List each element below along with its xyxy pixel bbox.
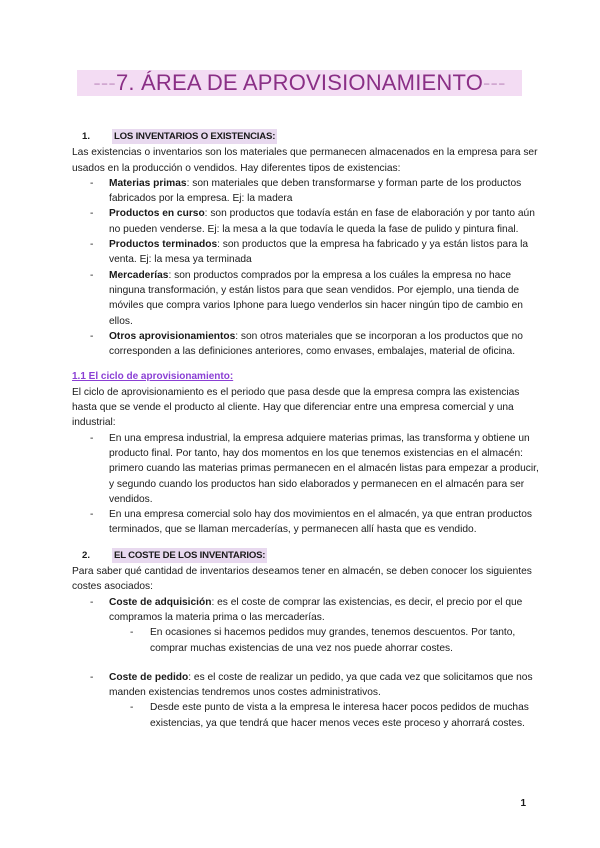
list-item: - Coste de pedido: es el coste de realizar un pedido, ya que cada vez que solicitamos que nos manden existencias tendremos unos costes administrativos. [72,670,542,701]
title-dash-left: --- [93,70,116,95]
sub-list-item: - Desde este punto de vista a la empresa le interesa hacer pocos pedidos de muchas existencias, ya que tendrá que hacer menos veces este proceso y ahorrará costes. [72,700,542,731]
title-text: 7. ÁREA DE APROVISIONAMIENTO [115,70,484,95]
title-dash-right: --- [483,70,506,95]
page-title [77,68,522,98]
list-item: - En una empresa industrial, la empresa adquiere materias primas, las transforma y obtiene un producto final. Por tanto, hay dos momentos en los que tenemos existencias en el almacén: primero cuando las materias primas permanecen en el almacén listas para empezar a producir, y segundo cuando los productos han sido elaborados y permanecen en el almacén para ser vendidos. [72,431,542,507]
section-number: 2. [82,549,91,561]
subsection-1-1-heading: 1.1 El ciclo de aprovisionamiento: [72,371,234,383]
document-body [72,129,542,731]
list-item: - En una empresa comercial solo hay dos movimientos en el almacén, ya que entran productos terminados, que se llaman mercaderías, y permanecen allí hasta que es vendido. [72,507,542,538]
section-1-intro: Las existencias o inventarios son los materiales que permanecen almacenados en la empresa para ser usados en la producción o vendidos. Hay diferentes tipos de existencias: [72,147,538,174]
list-item: - Materias primas: son materiales que deben transformarse y forman parte de los productos fabricados por la empresa. Ej: la madera [72,176,542,207]
section-title: EL COSTE DE LOS INVENTARIOS: [112,548,267,563]
section-1-heading [82,129,542,144]
list-item: - Coste de adquisición: es el coste de comprar las existencias, es decir, el precio por el que compramos la materia prima o las mercaderías. [72,595,542,626]
list-item: - Mercaderías: son productos comprados por la empresa a los cuáles la empresa no hace ninguna transformación, y están listos para que sean vendidos. Por ejemplo, una tienda de móviles que compra varios Iphone para luego venderlos sin hacer ningún tipo de cambio en ellos. [72,268,542,329]
costes-list [72,595,542,656]
list-item: - Productos terminados: son productos que la empresa ha fabricado y ya están listos para la venta. Ej: la mesa ya terminada [72,237,542,268]
section-title: LOS INVENTARIOS O EXISTENCIAS: [112,129,277,144]
costes-list-2 [72,670,542,731]
ciclo-list [72,431,542,538]
list-item: - Productos en curso: son productos que todavía están en fase de elaboración y por tanto aún no pueden venderse. Ej: la mesa a la que todavía le queda la fase de pulido y pintura final. [72,206,542,237]
subsection-1-1-intro: El ciclo de aprovisionamiento es el periodo que pasa desde que la empresa compra las existencias hasta que se vende el producto al cliente. Hay que diferenciar entre una empresa comercial y una industrial: [72,386,520,429]
section-2-heading [82,548,542,563]
sub-list-item: - En ocasiones si hacemos pedidos muy grandes, tenemos descuentos. Por tanto, comprar muchas existencias de una vez nos puede ahorrar costes. [72,625,542,656]
list-item: - Otros aprovisionamientos: son otros materiales que se incorporan a los productos que no corresponden a las definiciones anteriores, como envases, embalajes, material de oficina. [72,329,542,360]
page-number: 1 [520,798,526,809]
section-2-intro: Para saber qué cantidad de inventarios deseamos tener en almacén, se deben conocer los siguientes costes asociados: [72,566,532,593]
section-number: 1. [82,131,91,142]
existencias-list [72,176,542,360]
